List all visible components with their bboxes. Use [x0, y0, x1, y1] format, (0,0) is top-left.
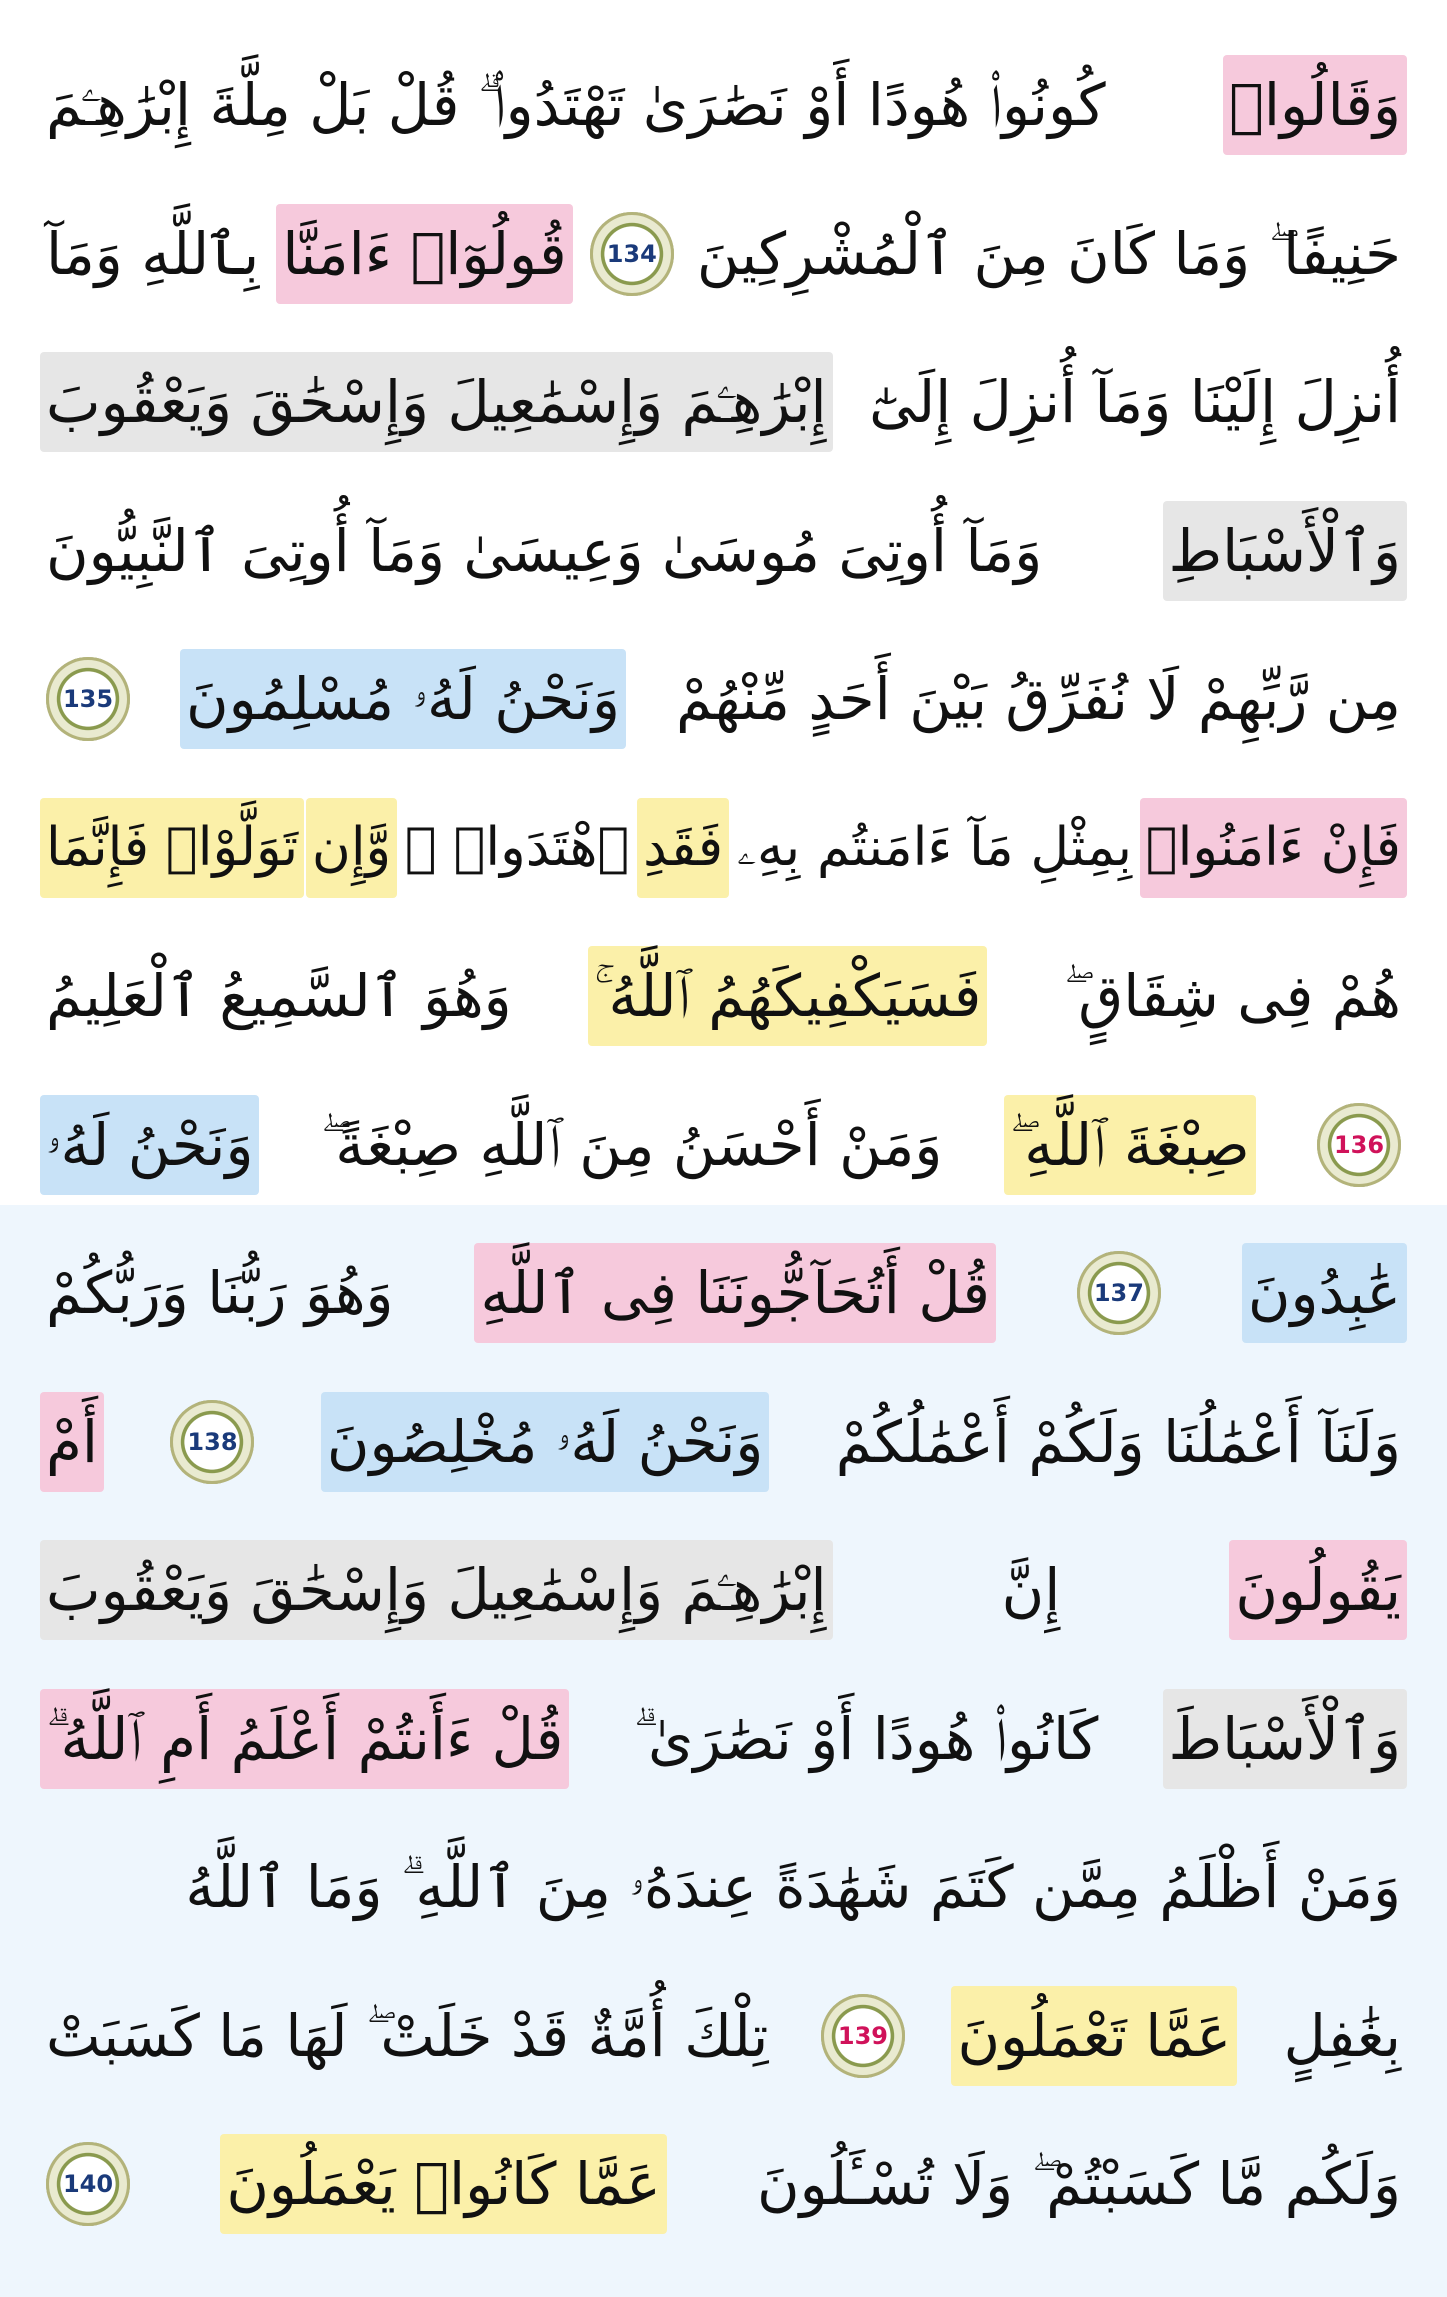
highlighted-phrase: تَوَلَّوْا۟ فَإِنَّمَا	[40, 798, 304, 898]
verse-line	[40, 30, 1407, 180]
highlighted-phrase: قُلْ أَتُحَآجُّونَنَا فِى ٱللَّهِ	[474, 1243, 995, 1343]
highlighted-phrase: إِبْرَٰهِـۧمَ وَإِسْمَٰعِيلَ وَإِسْحَٰقَ وَيَعْقُوبَ	[40, 1540, 833, 1640]
highlighted-phrase: أَمْ	[40, 1392, 104, 1492]
highlighted-phrase: وَقَالُوا۟	[1223, 55, 1407, 155]
verse-line	[40, 327, 1407, 477]
verse-text: وَهُوَ ٱلسَّمِيعُ ٱلْعَلِيمُ	[46, 962, 512, 1030]
verse-line	[40, 921, 1407, 1071]
ayah-number: 139	[837, 2021, 888, 2050]
highlighted-phrase: عَمَّا تَعْمَلُونَ	[951, 1986, 1237, 2086]
highlighted-phrase: صِبْغَةَ ٱللَّهِ ۖ	[1004, 1095, 1256, 1195]
verse-text: بِٱللَّهِ وَمَآ	[46, 219, 260, 288]
verse-line	[40, 1961, 1407, 2111]
verse-text: تِلْكَ أُمَّةٌ قَدْ خَلَتْ ۖ لَهَا مَا كَسَبَتْ	[46, 2001, 769, 2070]
verse-line	[40, 1367, 1407, 1517]
verse-text: وَلَكُم مَّا كَسَبْتُمْ ۖ وَلَا تُسْـَٔلُونَ	[757, 2150, 1401, 2218]
highlighted-phrase: عَمَّا كَانُوا۟ يَعْمَلُونَ	[220, 2134, 666, 2234]
ayah-number: 134	[606, 239, 657, 268]
highlighted-phrase: وَٱلْأَسْبَاطَ	[1163, 1689, 1407, 1789]
ayah-number: 136	[1333, 1130, 1385, 1159]
highlighted-phrase: عَٰبِدُونَ	[1242, 1243, 1407, 1343]
ayah-number: 138	[187, 1427, 238, 1456]
verse-line	[40, 1070, 1407, 1220]
verse-line	[40, 179, 1407, 329]
verse-text: وَلَنَآ أَعْمَٰلُنَا وَلَكُمْ أَعْمَٰلُكُمْ	[835, 1407, 1401, 1476]
verse-line	[40, 624, 1407, 774]
highlighted-phrase: قُولُوٓا۟ ءَامَنَّا	[276, 204, 572, 304]
ayah-number-marker	[46, 657, 130, 741]
verse-text: وَهُوَ رَبُّنَا وَرَبُّكُمْ	[46, 1259, 394, 1327]
ayah-number-marker	[1077, 1251, 1161, 1335]
verse-text: إِنَّ	[1001, 1556, 1061, 1624]
highlighted-phrase: يَقُولُونَ	[1229, 1540, 1407, 1640]
verse-line	[40, 1218, 1407, 1368]
ayah-number-marker	[46, 2142, 130, 2226]
verse-line	[40, 1664, 1407, 1814]
verse-text: وَمَآ أُوتِىَ مُوسَىٰ وَعِيسَىٰ وَمَآ أُوتِىَ ٱلنَّبِيُّونَ	[46, 516, 1043, 585]
verse-line	[40, 2109, 1407, 2259]
verse-text: حَنِيفًا ۖ وَمَا كَانَ مِنَ ٱلْمُشْرِكِينَ	[696, 219, 1401, 288]
highlighted-phrase: قُلْ ءَأَنتُمْ أَعْلَمُ أَمِ ٱللَّهُ ۗ	[40, 1689, 569, 1789]
ayah-number-marker	[1317, 1103, 1401, 1187]
ayah-number: 137	[1093, 1279, 1144, 1307]
verse-text: كُونُوا۟ هُودًا أَوْ نَصَٰرَىٰ تَهْتَدُوا۟ ۗ قُلْ بَلْ مِلَّةَ إِبْرَٰهِـۧمَ	[46, 71, 1106, 139]
verse-text: كَانُوا۟ هُودًا أَوْ نَصَٰرَىٰ ۗ	[633, 1704, 1099, 1773]
highlighted-phrase: وَنَحْنُ لَهُۥ مُخْلِصُونَ	[321, 1392, 769, 1492]
verse-text: وَمَنْ أَحْسَنُ مِنَ ٱللَّهِ صِبْغَةً ۖ	[320, 1110, 943, 1179]
ayah-number: 140	[62, 2170, 114, 2198]
verse-line	[40, 773, 1407, 923]
highlighted-phrase: إِبْرَٰهِـۧمَ وَإِسْمَٰعِيلَ وَإِسْحَٰقَ وَيَعْقُوبَ	[40, 352, 833, 452]
verse-line	[40, 1515, 1407, 1665]
verse-text: ٱهْتَدَوا۟ ۖ	[404, 816, 630, 878]
verse-text: بِمِثْلِ مَآ ءَامَنتُم بِهِۦ	[736, 816, 1133, 878]
highlighted-phrase: فَسَيَكْفِيكَهُمُ ٱللَّهُ ۚ	[588, 946, 987, 1046]
ayah-number-marker	[821, 1994, 905, 2078]
ayah-number-marker	[590, 212, 674, 296]
verse-text: هُمْ فِى شِقَاقٍ ۖ	[1063, 962, 1401, 1030]
ayah-number: 135	[62, 685, 114, 713]
ayah-number-marker	[170, 1400, 254, 1484]
highlighted-phrase: وَنَحْنُ لَهُۥ	[40, 1095, 259, 1195]
verse-text: بِغَٰفِلٍ	[1283, 2001, 1401, 2070]
verse-text: وَمَنْ أَظْلَمُ مِمَّن كَتَمَ شَهَٰدَةً عِندَهُۥ مِنَ ٱللَّهِ ۗ وَمَا ٱللَّهُ	[185, 1853, 1401, 1921]
verse-line	[40, 476, 1407, 626]
highlighted-phrase: فَقَدِ	[637, 798, 729, 898]
highlighted-phrase: وَٱلْأَسْبَاطِ	[1163, 501, 1407, 601]
highlighted-phrase: وَّإِن	[306, 798, 397, 898]
highlighted-phrase: وَنَحْنُ لَهُۥ مُسْلِمُونَ	[180, 649, 626, 749]
verse-text: مِن رَّبِّهِمْ لَا نُفَرِّقُ بَيْنَ أَحَدٍ مِّنْهُمْ	[676, 665, 1401, 733]
highlighted-phrase: فَإِنْ ءَامَنُوا۟	[1140, 798, 1407, 898]
verse-line	[40, 1812, 1407, 1962]
verse-text: أُنزِلَ إِلَيْنَا وَمَآ أُنزِلَ إِلَىٰٓ	[869, 368, 1401, 436]
